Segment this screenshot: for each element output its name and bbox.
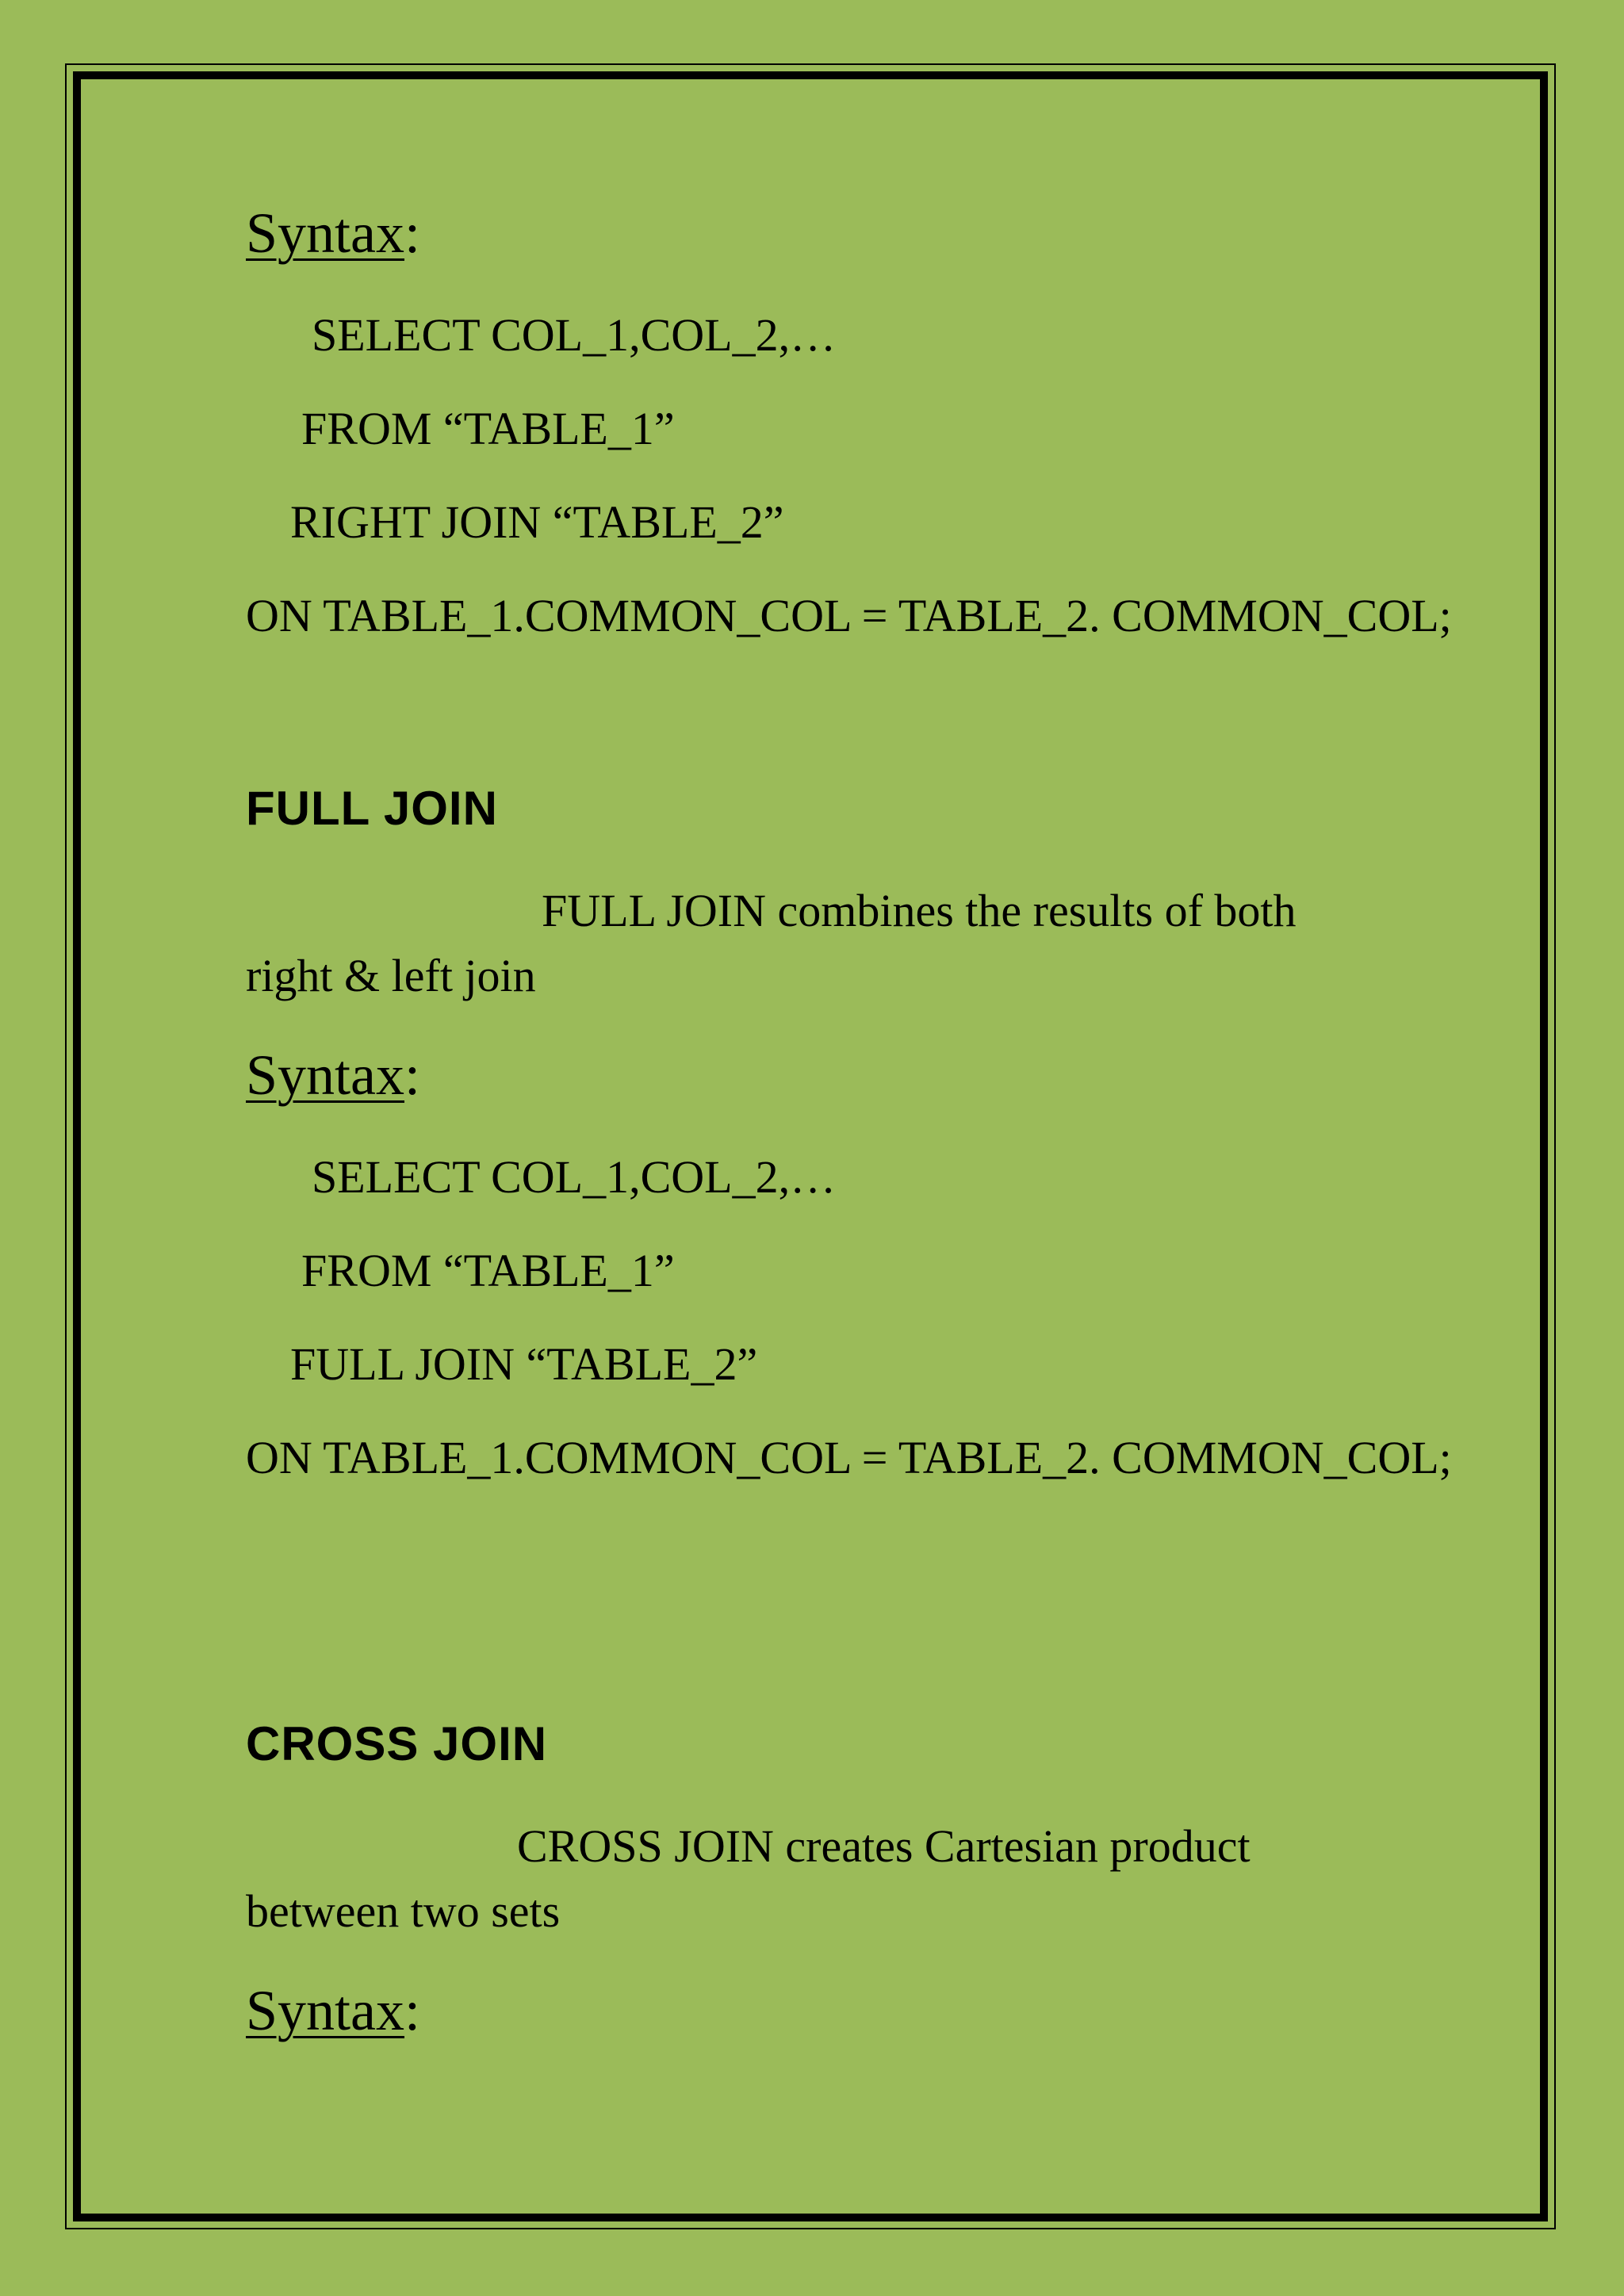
cross-join-description-line1: CROSS JOIN creates Cartesian product — [517, 1820, 1251, 1872]
syntax-label-full-join: Syntax: — [246, 1043, 421, 1107]
cross-join-description-line2: between two sets — [246, 1885, 561, 1937]
code-line-on: ON TABLE_1.COMMON_COL = TABLE_2. COMMON_COL; — [246, 590, 1452, 641]
code-line-on: ON TABLE_1.COMMON_COL = TABLE_2. COMMON_COL; — [246, 1432, 1452, 1483]
full-join-description-line2: right & left join — [246, 950, 536, 1001]
code-line-select: SELECT COL_1,COL_2,… — [312, 1151, 837, 1203]
heading-cross-join: CROSS JOIN — [246, 1717, 548, 1770]
syntax-label-cross-join: Syntax: — [246, 1979, 421, 2042]
code-line-select: SELECT COL_1,COL_2,… — [312, 309, 837, 361]
code-line-from: FROM “TABLE_1” — [301, 1245, 675, 1296]
syntax-label-right-join: Syntax: — [246, 201, 421, 265]
code-line-right-join: RIGHT JOIN “TABLE_2” — [290, 496, 784, 548]
code-line-full-join: FULL JOIN “TABLE_2” — [290, 1338, 758, 1390]
heading-full-join: FULL JOIN — [246, 782, 498, 835]
code-line-from: FROM “TABLE_1” — [301, 403, 675, 454]
full-join-description-line1: FULL JOIN combines the results of both — [542, 885, 1297, 936]
